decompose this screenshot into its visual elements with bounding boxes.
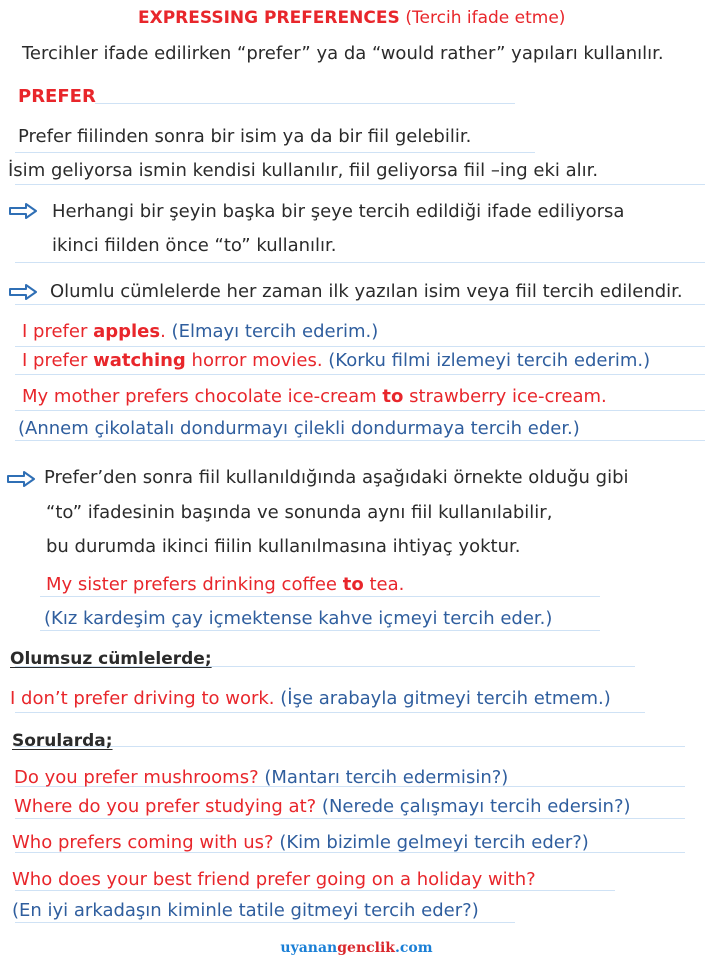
example-2-post: horror movies. [185, 350, 323, 371]
footer-watermark [0, 940, 713, 956]
note-1-line-2: ikinci fiilden önce “to” kullanılır. [52, 235, 337, 256]
example-4-pre: My sister prefers drinking coffee [46, 574, 343, 595]
question-4-translation: (En iyi arkadaşın kiminle tatile gitmeyi tercih eder?) [12, 900, 479, 921]
footer-part-3: .com [395, 940, 433, 956]
arrow-right-icon [8, 284, 38, 300]
rule-text-2: İsim geliyorsa ismin kendisi kullanılır, fiil geliyorsa fiil –ing eki alır. [8, 160, 599, 181]
example-1-pre: I prefer [22, 321, 94, 342]
example-4-post: tea. [363, 574, 405, 595]
question-heading: Sorularda; [12, 731, 113, 751]
example-3-translation: (Annem çikolatalı dondurmayı çilekli dondurmaya tercih eder.) [18, 418, 580, 439]
example-1-translation: (Elmayı tercih ederim.) [165, 321, 379, 342]
example-2-translation: (Korku filmi izlemeyi tercih ederim.) [322, 350, 651, 371]
ruled-line [15, 304, 705, 305]
example-3 [22, 386, 607, 408]
ruled-line [40, 630, 600, 631]
note-2: Olumlu cümlelerde her zaman ilk yazılan isim veya fiil tercih edilendir. [50, 281, 683, 302]
question-3-en: Who prefers coming with us? [12, 832, 274, 853]
question-2 [14, 796, 631, 818]
rule-text-1: Prefer fiilinden sonra bir isim ya da bir fiil gelebilir. [18, 126, 472, 147]
note-3-line-1: Prefer’den sonra fiil kullanıldığında aşağıdaki örnekte olduğu gibi [44, 467, 629, 488]
example-2-pre: I prefer [22, 350, 94, 371]
note-1-line-1: Herhangi bir şeyin başka bir şeye tercih edildiği ifade ediliyorsa [52, 201, 625, 222]
question-1-translation: (Mantarı tercih edermisin?) [258, 767, 509, 788]
example-4 [46, 574, 404, 596]
example-4-translation: (Kız kardeşim çay içmektense kahve içmeyi tercih eder.) [44, 608, 553, 629]
question-3-translation: (Kim bizimle gelmeyi tercih eder?) [273, 832, 589, 853]
example-3-post: strawberry ice-cream. [403, 386, 607, 407]
ruled-line [15, 746, 685, 747]
arrow-right-icon [8, 203, 38, 219]
question-1-en: Do you prefer mushrooms? [14, 767, 259, 788]
intro-text: Tercihler ifade edilirken “prefer” ya da “would rather” yapıları kullanılır. [22, 43, 664, 64]
example-1 [22, 321, 378, 343]
footer-part-1: uyanan [280, 940, 338, 956]
ruled-line [40, 596, 600, 597]
example-4-bold: to [342, 574, 364, 595]
page-title [138, 7, 565, 29]
negative-heading: Olumsuz cümlelerde; [10, 649, 212, 669]
ruled-line [15, 922, 515, 923]
example-2-bold: watching [93, 350, 186, 371]
question-3 [12, 832, 589, 854]
footer-part-2: genclik [337, 940, 395, 956]
arrow-right-icon [6, 471, 36, 487]
title-sub: (Tercih ifade etme) [405, 8, 566, 28]
question-2-translation: (Nerede çalışmayı tercih edersin?) [316, 796, 631, 817]
example-3-bold: to [382, 386, 404, 407]
ruled-line [15, 346, 705, 347]
title-main: EXPRESSING PREFERENCES [138, 8, 400, 28]
ruled-line [15, 410, 705, 411]
note-3-line-2: “to” ifadesinin başında ve sonunda aynı fiil kullanılabilir, [46, 502, 553, 523]
ruled-line [15, 440, 705, 441]
ruled-line [15, 152, 535, 153]
example-3-pre: My mother prefers chocolate ice-cream [22, 386, 383, 407]
ruled-line [15, 262, 705, 263]
section-heading-prefer: PREFER [18, 86, 96, 107]
ruled-line [15, 184, 705, 185]
example-negative-translation: (İşe arabayla gitmeyi tercih etmem.) [274, 688, 611, 709]
example-1-bold: apples [93, 321, 161, 342]
ruled-line [15, 374, 705, 375]
example-1-post: . [160, 321, 166, 342]
example-2 [22, 350, 650, 372]
ruled-line [15, 818, 685, 819]
example-negative [10, 688, 611, 710]
ruled-line [95, 103, 515, 104]
ruled-line [15, 712, 645, 713]
question-2-en: Where do you prefer studying at? [14, 796, 317, 817]
question-4-en: Who does your best friend prefer going on a holiday with? [12, 869, 536, 890]
note-3-line-3: bu durumda ikinci fiilin kullanılmasına ihtiyaç yoktur. [46, 536, 521, 557]
example-negative-en: I don’t prefer driving to work. [10, 688, 275, 709]
question-1 [14, 767, 508, 789]
